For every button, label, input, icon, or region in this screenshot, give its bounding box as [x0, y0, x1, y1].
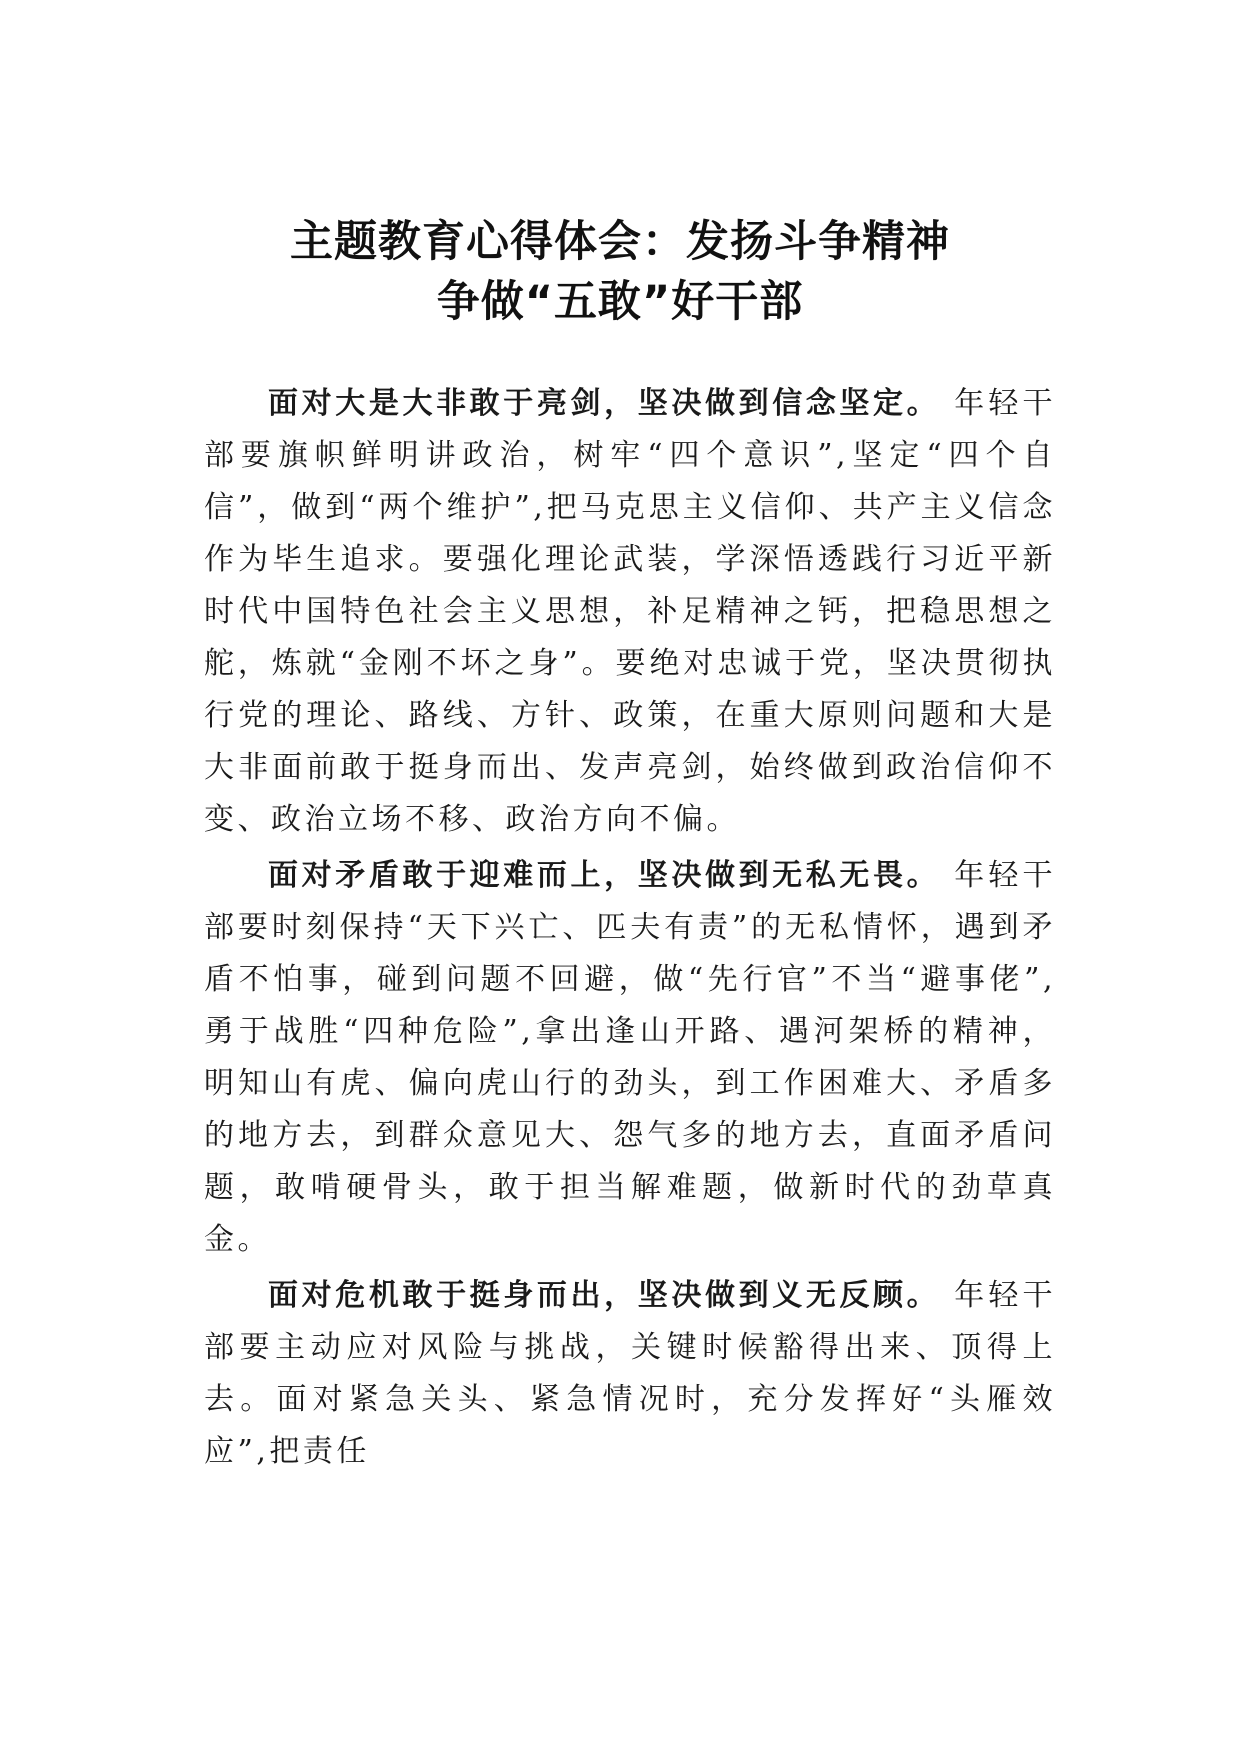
- paragraph-3: [204, 1270, 1056, 1478]
- paragraph-2-lead: 面对矛盾敢于迎难而上，坚决做到无私无畏。: [268, 858, 941, 893]
- document-title: [0, 212, 1240, 332]
- paragraph-2: [204, 850, 1056, 1266]
- paragraph-1-lead: 面对大是大非敢于亮剑，坚决做到信念坚定。: [268, 386, 941, 421]
- paragraph-3-text: 年轻干部要主动应对风险与挑战，关键时候豁得出来、顶得上去。面对紧急关头、紧急情况时，充分发挥好“头雁效应”,把责任: [204, 1278, 1057, 1469]
- paragraph-1: [204, 378, 1056, 846]
- title-line-2: 争做“五敢”好干部: [436, 277, 804, 327]
- paragraph-3-lead: 面对危机敢于挺身而出，坚决做到义无反顾。: [268, 1278, 941, 1313]
- title-line-1: 主题教育心得体会：发扬斗争精神: [290, 217, 950, 267]
- paragraph-1-text: 年轻干部要旗帜鲜明讲政治，树牢“四个意识”,坚定“四个自信”，做到“两个维护”,把马克思主义信仰、共产主义信念作为毕生追求。要强化理论武装，学深悟透践行习近平新时代中国特色社会主义思想，补足精神之钙，把稳思想之舵，炼就“金刚不坏之身”。要绝对忠诚于党，坚决贯彻执行党的理论、路线、方针、政策，在重大原则问题和大是大非面前敢于挺身而出、发声亮剑，始终做到政治信仰不变、政治立场不移、政治方向不偏。: [204, 386, 1057, 837]
- document-body: [204, 378, 1056, 1482]
- paragraph-2-text: 年轻干部要时刻保持“天下兴亡、匹夫有责”的无私情怀，遇到矛盾不怕事，碰到问题不回避，做“先行官”不当“避事佬”,勇于战胜“四种危险”,拿出逢山开路、遇河架桥的精神，明知山有虎、偏向虎山行的劲头，到工作困难大、矛盾多的地方去，到群众意见大、怨气多的地方去，直面矛盾问题，敢啃硬骨头，敢于担当解难题，做新时代的劲草真金。: [204, 858, 1057, 1257]
